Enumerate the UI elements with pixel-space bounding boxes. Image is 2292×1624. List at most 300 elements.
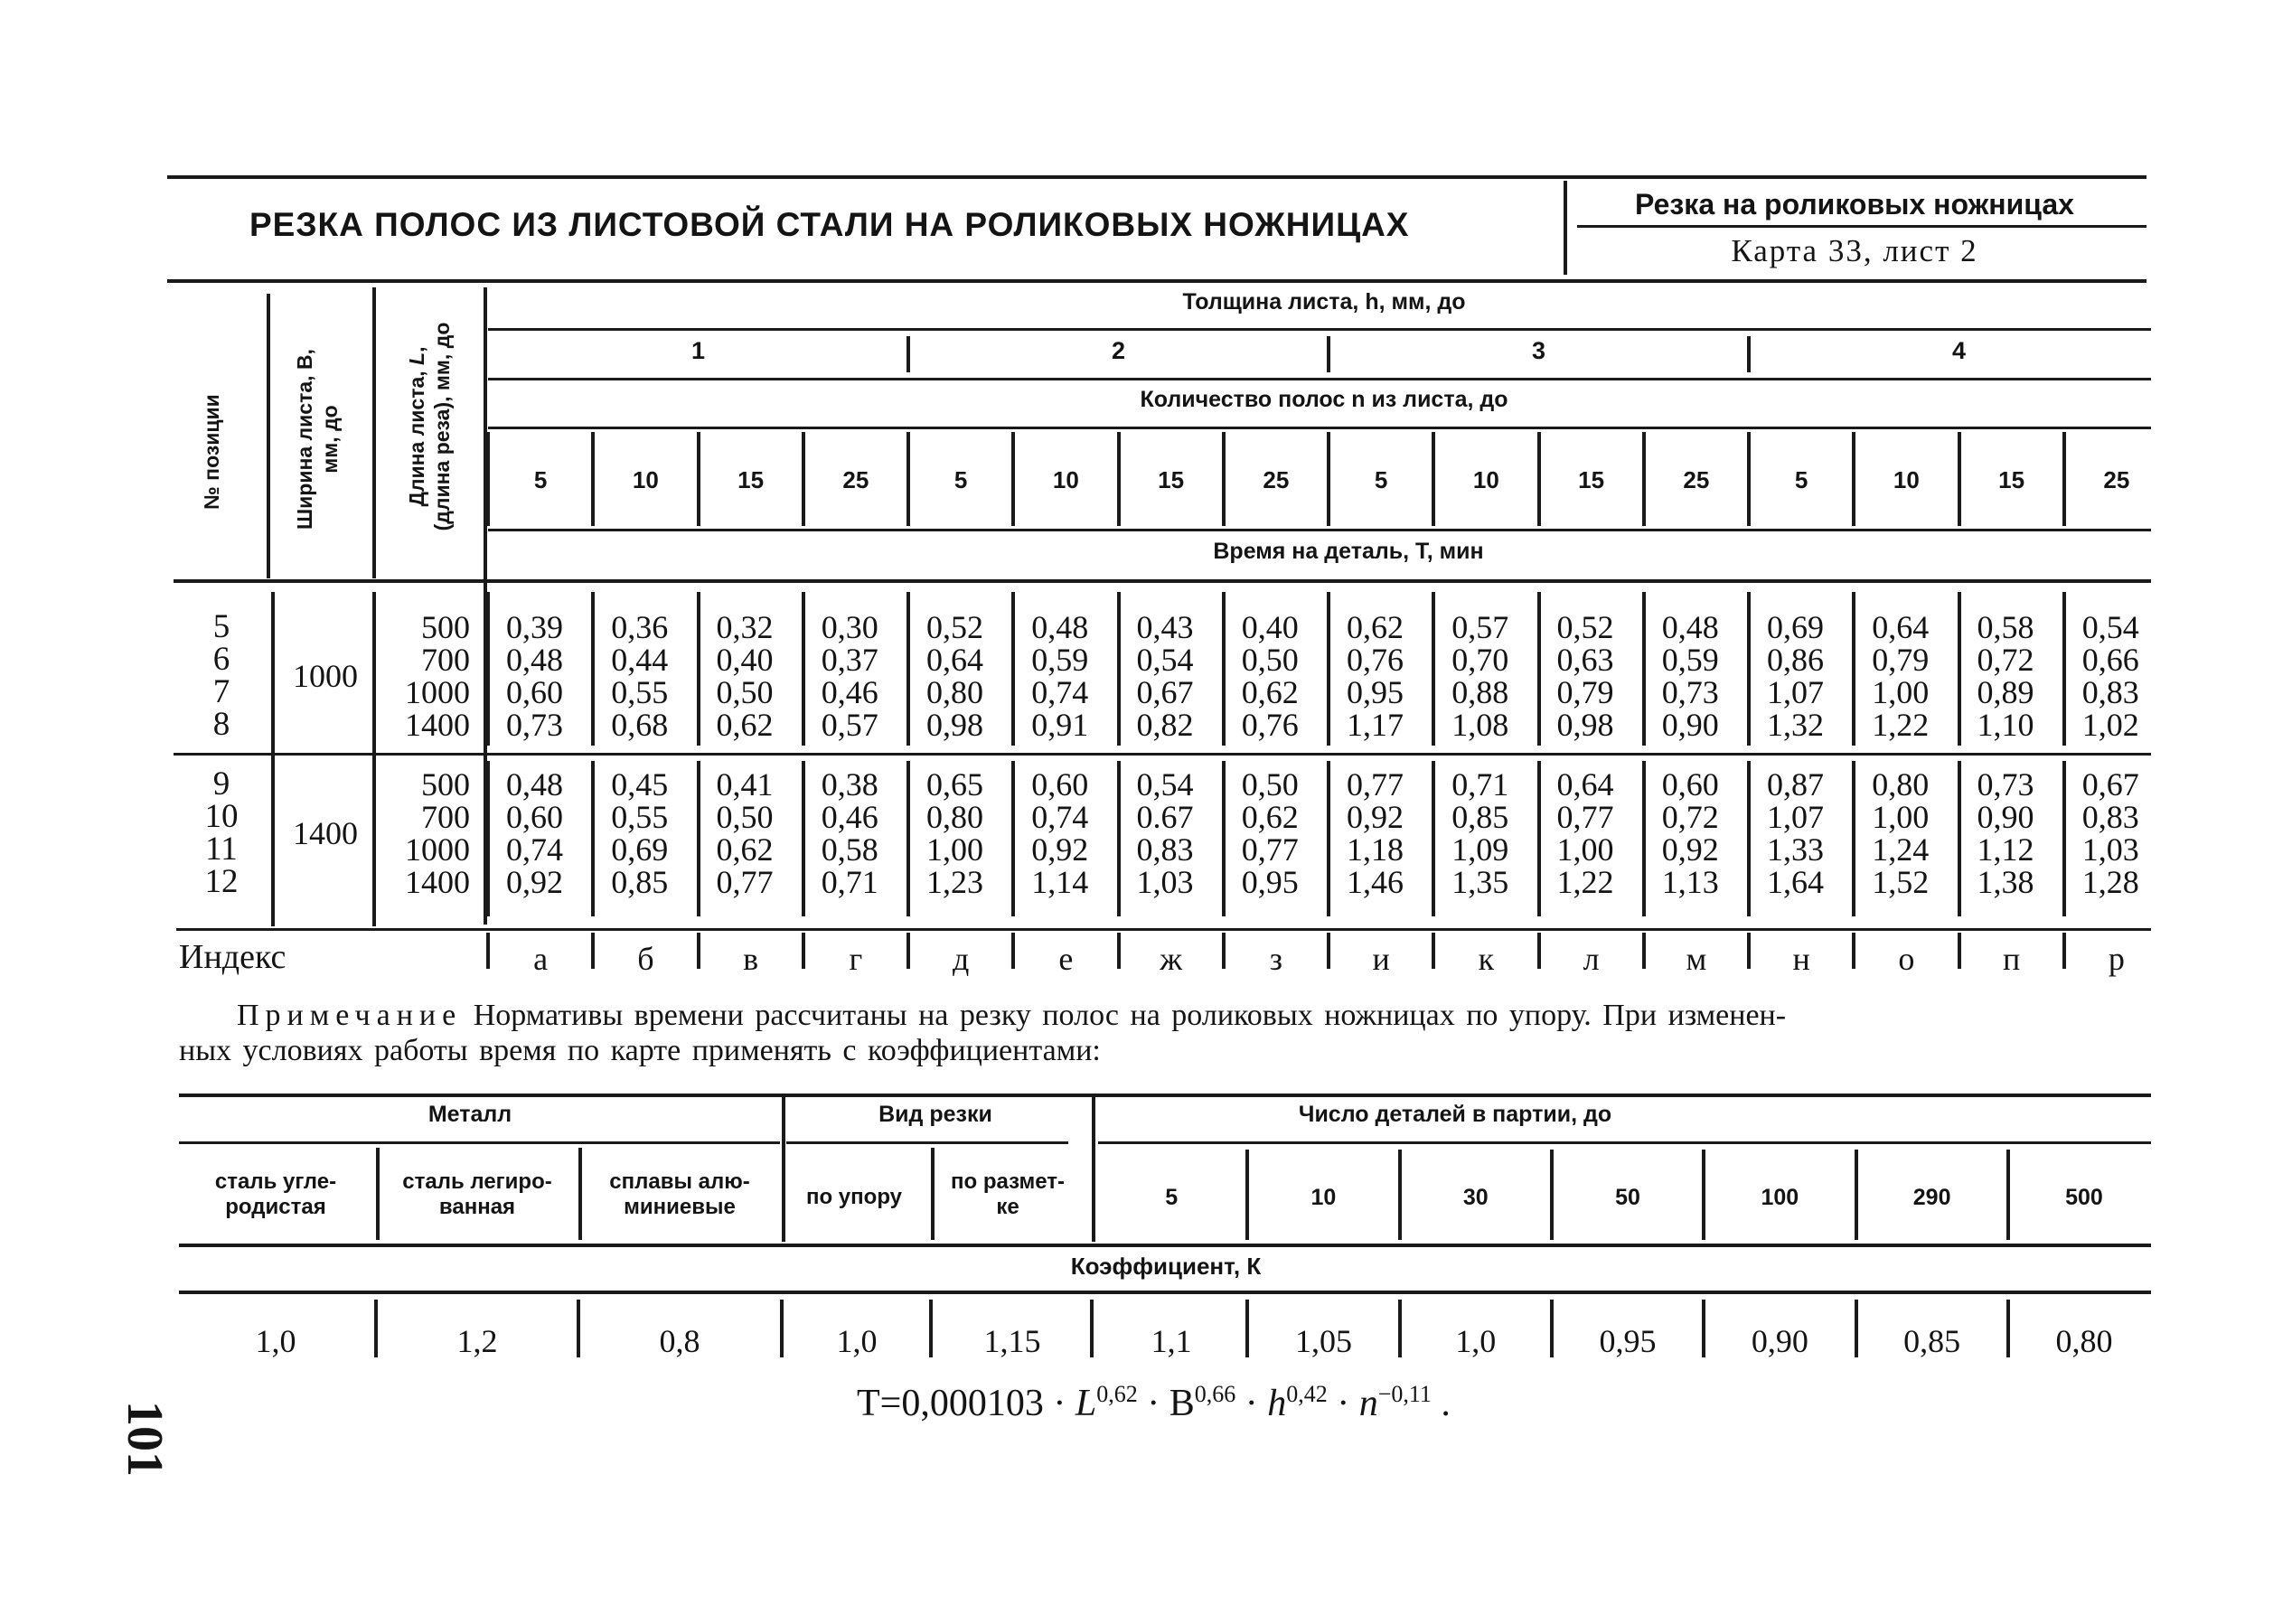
- time-value: 0,55: [611, 674, 669, 710]
- formula-exp-l: 0,62: [1096, 1381, 1138, 1407]
- metal-alloy-line-1: сталь легиро-: [402, 1169, 552, 1194]
- time-value: 0,71: [821, 864, 878, 900]
- position-number: 11: [205, 831, 238, 868]
- rule-under-thickness: [488, 328, 2151, 331]
- batch-size: 290: [1912, 1185, 1951, 1210]
- thickness-value: 4: [1951, 337, 1967, 364]
- thickness-value: 1: [690, 337, 706, 364]
- body-divider: [1958, 761, 1961, 916]
- time-value: 0,32: [716, 609, 774, 645]
- time-value: 0,72: [1977, 642, 2034, 678]
- time-value: 0,73: [506, 707, 563, 743]
- coef-rule-metal: [179, 1141, 780, 1144]
- vline-width: [372, 287, 376, 578]
- batch-size: 50: [1615, 1185, 1640, 1210]
- time-value: 0,77: [1556, 799, 1614, 835]
- strip-count: 25: [842, 466, 869, 493]
- time-value: 0,55: [611, 799, 669, 835]
- body-divider: [1537, 592, 1541, 746]
- time-value: 0,54: [1136, 642, 1194, 678]
- coef-value: 1,05: [1294, 1323, 1352, 1359]
- time-value: 1,13: [1661, 864, 1719, 900]
- index-divider: [2062, 933, 2066, 969]
- time-value: 0,30: [821, 609, 878, 645]
- index-divider: [1852, 933, 1855, 969]
- header-top-rule: [167, 175, 2146, 179]
- metal-alloy-line-2: ванная: [438, 1195, 516, 1219]
- coef-value-divider: [929, 1300, 933, 1357]
- time-value: 0,79: [1556, 674, 1614, 710]
- index-letter: и: [1372, 941, 1390, 977]
- coef-value: 1,0: [255, 1323, 296, 1359]
- formula-base-n: n: [1358, 1383, 1378, 1424]
- coef-rule-below-k: [179, 1291, 2151, 1294]
- body-divider: [1222, 761, 1226, 916]
- time-value: 0,58: [1977, 609, 2034, 645]
- coef-rule-cut: [786, 1141, 1068, 1144]
- body-divider: [591, 761, 595, 916]
- time-value: 1,14: [1031, 864, 1089, 900]
- time-value: 1,12: [1977, 831, 2034, 868]
- time-value: 1,03: [2081, 831, 2139, 868]
- batch-divider: [1398, 1150, 1402, 1240]
- rule-above-index: [176, 928, 2151, 931]
- time-value: 0,60: [506, 799, 563, 835]
- rule-under-strips: [488, 427, 2151, 429]
- time-value: 0,57: [1451, 609, 1509, 645]
- time-value: 1,32: [1767, 707, 1824, 743]
- time-value: 0,36: [611, 609, 669, 645]
- time-value: 0,80: [926, 674, 983, 710]
- sheet-length: 1000: [405, 674, 470, 710]
- strip-divider: [1747, 432, 1751, 526]
- body-divider: [2062, 761, 2066, 916]
- strip-divider: [591, 432, 595, 526]
- strip-count: 10: [632, 466, 659, 493]
- thickness-value: 3: [1531, 337, 1546, 364]
- time-value: 0,92: [1347, 799, 1404, 835]
- time-value: 0,46: [821, 674, 878, 710]
- coef-rule-batch: [1098, 1141, 2151, 1144]
- time-value: 0,79: [1872, 642, 1930, 678]
- time-value: 1,00: [1872, 674, 1930, 710]
- time-value: 0,58: [821, 831, 878, 868]
- coef-vline: [931, 1148, 935, 1240]
- time-value: 0,64: [926, 642, 983, 678]
- body-divider: [1642, 761, 1646, 916]
- strip-count: 5: [1794, 466, 1808, 493]
- body-divider: [802, 592, 805, 746]
- position-number: 12: [204, 863, 239, 900]
- page-number: 101: [117, 1401, 173, 1477]
- body-divider: [906, 592, 910, 746]
- card-number: Карта 33, лист 2: [1731, 233, 1978, 268]
- formula-dot: ·: [1147, 1383, 1160, 1424]
- time-value: 0,52: [926, 609, 983, 645]
- coef-value-divider: [577, 1300, 580, 1357]
- strip-count: 5: [1374, 466, 1388, 493]
- coef-value-divider: [1090, 1300, 1094, 1357]
- time-value: 0,64: [1872, 609, 1930, 645]
- batch-divider: [1855, 1150, 1858, 1240]
- time-value: 1,18: [1347, 831, 1404, 868]
- coef-value: 0,95: [1599, 1323, 1657, 1359]
- index-divider: [1537, 933, 1541, 969]
- strip-count: 25: [1683, 466, 1710, 493]
- position-number: 9: [212, 765, 230, 803]
- column-header-length: Длина листа, L, (длина реза), мм, до: [405, 322, 454, 531]
- time-value: 0,70: [1451, 642, 1509, 678]
- note-text-1: Нормативы времени рассчитаны на резку полос на роликовых ножницах по упору. При изменен-: [473, 999, 1787, 1032]
- time-value: 0,41: [716, 766, 774, 803]
- header-bottom-rule: [167, 279, 2146, 283]
- body-divider: [1852, 592, 1855, 746]
- time-value: 0,39: [506, 609, 563, 645]
- time-value: 0,92: [1031, 831, 1089, 868]
- position-number: 10: [204, 798, 239, 835]
- formula-exp-h: 0,42: [1286, 1381, 1328, 1407]
- formula: [857, 1381, 1451, 1425]
- time-value: 0,43: [1136, 609, 1194, 645]
- time-value: 0,95: [1347, 674, 1404, 710]
- time-value: 0,64: [1556, 766, 1614, 803]
- strip-divider: [1117, 432, 1121, 526]
- formula-base-l: L: [1075, 1383, 1097, 1424]
- time-value: 0,50: [716, 799, 774, 835]
- body-divider: [2062, 592, 2066, 746]
- time-value: 1,09: [1451, 831, 1509, 868]
- cut-marking-line-2: ке: [996, 1195, 1019, 1219]
- sheet-length: 500: [421, 609, 470, 645]
- body-divider: [906, 761, 910, 916]
- time-value: 1,00: [926, 831, 983, 868]
- time-value: 0,74: [506, 831, 563, 868]
- cut-to-stop: по упору: [805, 1185, 903, 1209]
- vline-pos: [267, 294, 270, 578]
- body-divider: [486, 761, 490, 916]
- strip-divider: [1537, 432, 1541, 526]
- time-value: 0,62: [716, 831, 774, 868]
- body-divider: [1117, 761, 1121, 916]
- time-value: 1,02: [2081, 707, 2139, 743]
- time-value: 0,65: [926, 766, 983, 803]
- coef-header: Коэффициент, К: [1070, 1253, 1262, 1280]
- time-value: 0,87: [1767, 766, 1824, 803]
- formula-base-h: h: [1267, 1383, 1287, 1424]
- index-divider: [697, 933, 700, 969]
- body-divider: [1432, 592, 1435, 746]
- sheet-length: 700: [421, 799, 470, 835]
- index-divider: [1432, 933, 1435, 969]
- thickness-divider: [1327, 336, 1330, 372]
- index-divider: [1222, 933, 1226, 969]
- time-value: 0,92: [506, 864, 563, 900]
- time-value: 0,76: [1347, 642, 1404, 678]
- metal-carbon-line-1: сталь угле-: [214, 1169, 337, 1194]
- time-value: 1,08: [1451, 707, 1509, 743]
- time-value: 0,62: [716, 707, 774, 743]
- time-value: 1,17: [1347, 707, 1404, 743]
- body-divider: [1958, 592, 1961, 746]
- time-value: 0,77: [1347, 766, 1404, 803]
- body-divider: [1011, 592, 1015, 746]
- batch-divider: [1702, 1150, 1705, 1240]
- time-value: 0,90: [1661, 707, 1719, 743]
- time-value: 1,07: [1767, 799, 1824, 835]
- strip-divider: [1327, 432, 1330, 526]
- strip-count: 15: [1158, 466, 1185, 493]
- index-letter: о: [1898, 941, 1915, 977]
- time-value: 0,52: [1556, 609, 1614, 645]
- sheet-length: 1400: [405, 707, 470, 743]
- coef-vline: [578, 1148, 582, 1240]
- index-letter: г: [849, 941, 863, 977]
- time-value: 1,35: [1451, 864, 1509, 900]
- coef-group-cut: Вид резки: [878, 1102, 992, 1127]
- body-divider: [1011, 761, 1015, 916]
- group-separator: [174, 753, 2151, 756]
- index-letter: в: [743, 941, 759, 977]
- index-letter: к: [1478, 941, 1495, 977]
- thickness-divider: [1747, 336, 1751, 372]
- time-value: 1,24: [1872, 831, 1930, 868]
- body-divider: [1537, 761, 1541, 916]
- time-value: 0,69: [1767, 609, 1824, 645]
- time-value: 0,91: [1031, 707, 1089, 743]
- column-header-width: Ширина листа, В, мм, до: [293, 349, 342, 530]
- time-value: 0,46: [821, 799, 878, 835]
- time-value: 0,44: [611, 642, 669, 678]
- batch-size: 30: [1462, 1185, 1489, 1210]
- header-divider: [1564, 181, 1567, 275]
- strip-divider: [802, 432, 805, 526]
- metal-aluminum-alloys: [609, 1169, 749, 1220]
- coef-value: 0,85: [1903, 1323, 1961, 1359]
- index-divider: [486, 933, 490, 969]
- strip-divider: [906, 432, 910, 526]
- sheet-length: 500: [421, 766, 470, 803]
- batch-size: 100: [1761, 1185, 1799, 1210]
- formula-dot: ·: [1053, 1383, 1066, 1424]
- index-divider: [1117, 933, 1121, 969]
- time-value: 0,48: [506, 642, 563, 678]
- time-value: 0,38: [821, 766, 878, 803]
- strip-count: 15: [737, 466, 765, 493]
- index-divider: [1327, 933, 1330, 969]
- body-divider: [1852, 761, 1855, 916]
- time-value: 0,57: [821, 707, 878, 743]
- sheet-length: 1000: [405, 831, 470, 868]
- index-letter: л: [1583, 941, 1600, 977]
- time-value: 0,86: [1767, 642, 1824, 678]
- time-value: 0,62: [1347, 609, 1404, 645]
- coef-value: 1,15: [983, 1323, 1041, 1359]
- index-divider: [1747, 933, 1751, 969]
- position-number: 5: [212, 608, 230, 645]
- time-value: 0,63: [1556, 642, 1614, 678]
- time-value: 0,54: [2081, 609, 2139, 645]
- sheet-length: 1400: [405, 864, 470, 900]
- position-number: 7: [212, 673, 230, 710]
- strips-header: Количество полос n из листа, до: [1140, 387, 1508, 412]
- time-value: 0,82: [1136, 707, 1194, 743]
- index-divider: [802, 933, 805, 969]
- body-divider: [1327, 592, 1330, 746]
- coef-value: 1,0: [1455, 1323, 1497, 1359]
- index-divider: [591, 933, 595, 969]
- time-value: 0,77: [716, 864, 774, 900]
- time-value: 0,83: [2081, 674, 2139, 710]
- thickness-divider: [906, 336, 910, 372]
- formula-lhs: Т=0,000103: [857, 1383, 1044, 1424]
- strip-divider: [1958, 432, 1961, 526]
- time-value: 1,03: [1136, 864, 1194, 900]
- coef-value: 0,80: [2055, 1323, 2113, 1359]
- time-value: 0,60: [506, 674, 563, 710]
- strip-divider: [1011, 432, 1015, 526]
- time-value: 1,52: [1872, 864, 1930, 900]
- coef-group-metal: Металл: [427, 1102, 512, 1127]
- time-value: 0,67: [1136, 674, 1194, 710]
- time-value: 0,67: [2081, 766, 2139, 803]
- strip-divider: [1852, 432, 1855, 526]
- time-value: 0,85: [1451, 799, 1509, 835]
- strip-count: 10: [1893, 466, 1920, 493]
- sheet-width: 1000: [293, 658, 358, 694]
- time-value: 0,77: [1241, 831, 1299, 868]
- strip-divider: [1432, 432, 1435, 526]
- index-divider: [1642, 933, 1646, 969]
- index-letter: м: [1686, 941, 1707, 977]
- body-divider: [1747, 761, 1751, 916]
- index-letter: ж: [1160, 941, 1183, 977]
- time-value: 0,50: [1241, 766, 1299, 803]
- coef-value-divider: [374, 1300, 378, 1357]
- body-divider: [1117, 592, 1121, 746]
- category-label: Резка на роликовых ножницах: [1635, 188, 2074, 221]
- coef-vline-cut-batch: [1092, 1097, 1095, 1242]
- formula-dot: ·: [1337, 1383, 1350, 1424]
- column-header-position: № позиции: [200, 394, 223, 510]
- position-number: 8: [212, 706, 230, 743]
- time-value: 0,80: [1872, 766, 1930, 803]
- strip-count: 10: [1472, 466, 1499, 493]
- time-value: 1,10: [1977, 707, 2034, 743]
- strip-divider: [697, 432, 700, 526]
- strip-count: 5: [533, 466, 548, 493]
- time-value: 0,66: [2081, 642, 2139, 678]
- batch-divider: [2006, 1150, 2010, 1240]
- thickness-value: 2: [1111, 337, 1126, 364]
- coef-top-rule: [179, 1094, 2151, 1097]
- time-value: 0,50: [716, 674, 774, 710]
- time-value: 0,88: [1451, 674, 1509, 710]
- time-value: 0,98: [1556, 707, 1614, 743]
- body-divider: [802, 761, 805, 916]
- time-value: 1,00: [1556, 831, 1614, 868]
- time-value: 0,76: [1241, 707, 1299, 743]
- time-value: 0,92: [1661, 831, 1719, 868]
- time-value: 0,45: [611, 766, 669, 803]
- time-value: 0,74: [1031, 799, 1089, 835]
- cut-marking-line-1: по размет-: [951, 1169, 1065, 1194]
- body-divider: [697, 592, 700, 746]
- time-value: 1,23: [926, 864, 983, 900]
- rule-under-thickness-values: [488, 378, 2151, 380]
- coef-group-batch: Число деталей в партии, до: [1298, 1102, 1612, 1127]
- batch-size: 10: [1310, 1185, 1337, 1210]
- metal-carbon-line-2: родистая: [225, 1195, 326, 1219]
- metal-carbon-steel: [215, 1169, 336, 1220]
- coef-value: 0,90: [1751, 1323, 1808, 1359]
- metal-aluminum-line-2: миниевые: [624, 1195, 736, 1219]
- time-value: 1,46: [1347, 864, 1404, 900]
- time-value: 0,90: [1977, 799, 2034, 835]
- time-value: 0,40: [1241, 609, 1299, 645]
- strip-divider: [1222, 432, 1226, 526]
- metal-aluminum-line-1: сплавы алю-: [609, 1169, 750, 1194]
- time-value: 0,95: [1241, 864, 1299, 900]
- coef-value-divider: [1855, 1300, 1858, 1357]
- strip-count: 15: [1578, 466, 1605, 493]
- batch-size: 5: [1165, 1185, 1179, 1210]
- strip-count: 10: [1052, 466, 1079, 493]
- body-divider: [486, 592, 490, 746]
- coef-value-divider: [2006, 1300, 2010, 1357]
- strip-count: 15: [1998, 466, 2025, 493]
- time-value: 0,48: [1661, 609, 1719, 645]
- time-value: 0,73: [1661, 674, 1719, 710]
- time-value: 0.67: [1136, 799, 1194, 835]
- time-value: 1,07: [1767, 674, 1824, 710]
- time-value: 0,40: [716, 642, 774, 678]
- note-line-2: ных условиях работы время по карте применять с коэффициентами:: [179, 1034, 1101, 1067]
- coef-value-divider: [1550, 1300, 1554, 1357]
- time-value: 1,28: [2081, 864, 2139, 900]
- body-divider: [697, 761, 700, 916]
- time-value: 0,73: [1977, 766, 2034, 803]
- body-divider: [1327, 761, 1330, 916]
- body-divider: [591, 592, 595, 746]
- time-value: 1,64: [1767, 864, 1824, 900]
- time-value: 0,71: [1451, 766, 1509, 803]
- batch-divider: [1550, 1150, 1554, 1240]
- index-divider: [906, 933, 910, 969]
- coef-rule-above-k: [179, 1244, 2151, 1247]
- batch-size: 500: [2065, 1185, 2103, 1210]
- body-divider: [372, 592, 376, 926]
- time-value: 0,59: [1661, 642, 1719, 678]
- time-header: Время на деталь, Т, мин: [1213, 539, 1484, 564]
- formula-end: .: [1441, 1383, 1451, 1424]
- coef-vline-metal-cut: [782, 1097, 785, 1242]
- strip-count: 5: [953, 466, 968, 493]
- time-value: 0,62: [1241, 674, 1299, 710]
- batch-divider: [1245, 1150, 1249, 1240]
- time-value: 0,69: [611, 831, 669, 868]
- index-letter: д: [952, 941, 970, 977]
- formula-exp-n: −0,11: [1377, 1381, 1432, 1407]
- time-value: 0,85: [611, 864, 669, 900]
- index-letter: е: [1058, 941, 1074, 977]
- coef-value: 0,8: [659, 1323, 700, 1359]
- time-value: 0,48: [1031, 609, 1089, 645]
- sheet-length: 700: [421, 642, 470, 678]
- time-value: 0,60: [1031, 766, 1089, 803]
- time-value: 0,60: [1661, 766, 1719, 803]
- strip-divider: [1642, 432, 1646, 526]
- formula-exp-b: 0,66: [1194, 1381, 1236, 1407]
